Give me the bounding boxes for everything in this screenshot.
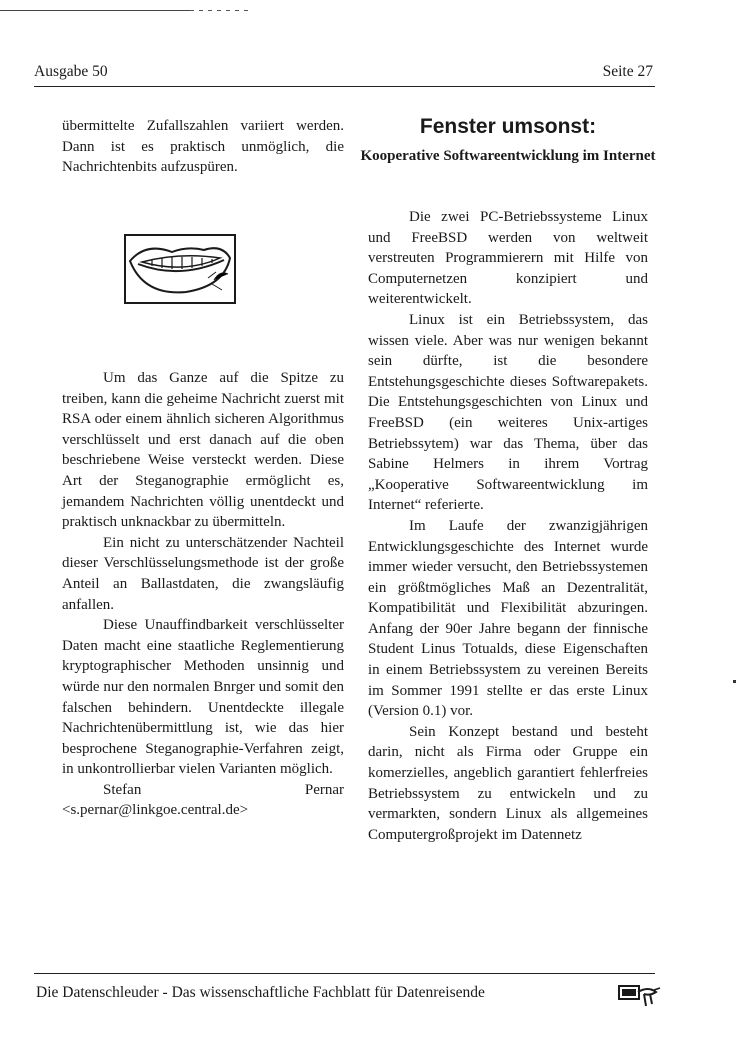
header-rule [34, 86, 655, 87]
grinning-mouth-icon [124, 234, 236, 304]
continued-paragraph: übermittelte Zufallszahlen variiert werden. Dann ist es praktisch unmöglich, die Nachrichtenbits aufzuspüren. [62, 118, 344, 176]
paragraph: Um das Ganze auf die Spitze zu treiben, kann die geheime Nachricht zuerst mit RSA oder einem ähnlich sicheren Algorithmus verschlüsselt und erst danach auf die oben beschriebene Weise versteckt werden. Diese Art der Steganographie ermöglicht es, jemandem Nachrichten völlig unentdeckt und praktisch unknackbar zu übermitteln. [62, 370, 344, 531]
page-number: Seite 27 [602, 63, 653, 80]
author-signature: Stefan Pernar <s.pernar@linkgoe.central.de> [62, 781, 344, 819]
left-column-intro [62, 116, 344, 178]
left-column-body [62, 368, 344, 821]
paragraph: Sein Konzept bestand und besteht darin, nicht als Firma oder Gruppe ein komerzielles, angeblich garantiert fehlerfreies Betriebssystem zu entwickeln und zu vermarkten, sondern Linux als allgemeines Computergroßprojekt im Datennetz [368, 723, 648, 843]
paragraph: Ein nicht zu unterschätzender Nachteil dieser Verschlüsselungsmethode ist der große Anteil an Ballastdaten, die zwangsläufig anfallen. [62, 534, 344, 613]
scan-artifact-dashes [190, 10, 250, 11]
paragraph: Im Laufe der zwanzigjährigen Entwicklungsgeschichte des Internet wurde immer wieder versucht, den Betriebssystemen ein größtmögliches Maß an Dezentralität, Kompatibilität und Flexibilität abzuringen. Anfang der 90er Jahre begann der finnische Student Linus Totualds, diese Eigenschaften in einem Betriebssystem zu vereinen Bereits im Sommer 1991 stellte er das erste Linux (Version 0.1) vor. [368, 517, 648, 720]
scan-artifact-line [0, 10, 190, 11]
footer-rule [34, 973, 655, 974]
chaos-knoten-logo-icon [616, 982, 662, 1008]
article-body [368, 207, 648, 845]
paragraph: Linux ist ein Betriebssystem, das wissen viele. Aber was nur wenigen bekannt sein dürfte, ist die besondere Entstehungsgeschichte dieses Softwarepakets. Die Entstehungsgeschichten von Linux und FreeBSD (ein weiteres Unix-artiges Betriebssytem) war das Thema, über das Sabine Helmers in ihrem Vortrag „Kooperative Softwareentwicklung im Internet“ referierte. [368, 311, 648, 514]
scan-speck [733, 680, 736, 683]
article-title: Fenster umsonst: [419, 115, 597, 138]
footer-text: Die Datenschleuder - Das wissenschaftliche Fachblatt für Datenreisende [36, 984, 485, 1001]
issue-number: Ausgabe 50 [34, 63, 108, 80]
article-subtitle: Kooperative Softwareentwicklung im Internet [360, 148, 656, 164]
paragraph: Diese Unauffindbarkeit verschlüsselter Daten macht eine staatliche Reglementierung kryptographischer Methoden unsinnig und würde nur den normalen Bnrger und somit den falschen behindern. Unentdeckte illegale Nachrichtenübermittlung ist, wie das hier besprochene Steganographie-Verfahren zeigt, in unkontrollierbar vielen Varianten möglich. [62, 617, 344, 778]
paragraph: Die zwei PC-Betriebssysteme Linux und FreeBSD werden von weltweit verstreuten Programmierern mit Hilfe von Computernetzen konzipiert und weiterentwickelt. [368, 209, 648, 308]
